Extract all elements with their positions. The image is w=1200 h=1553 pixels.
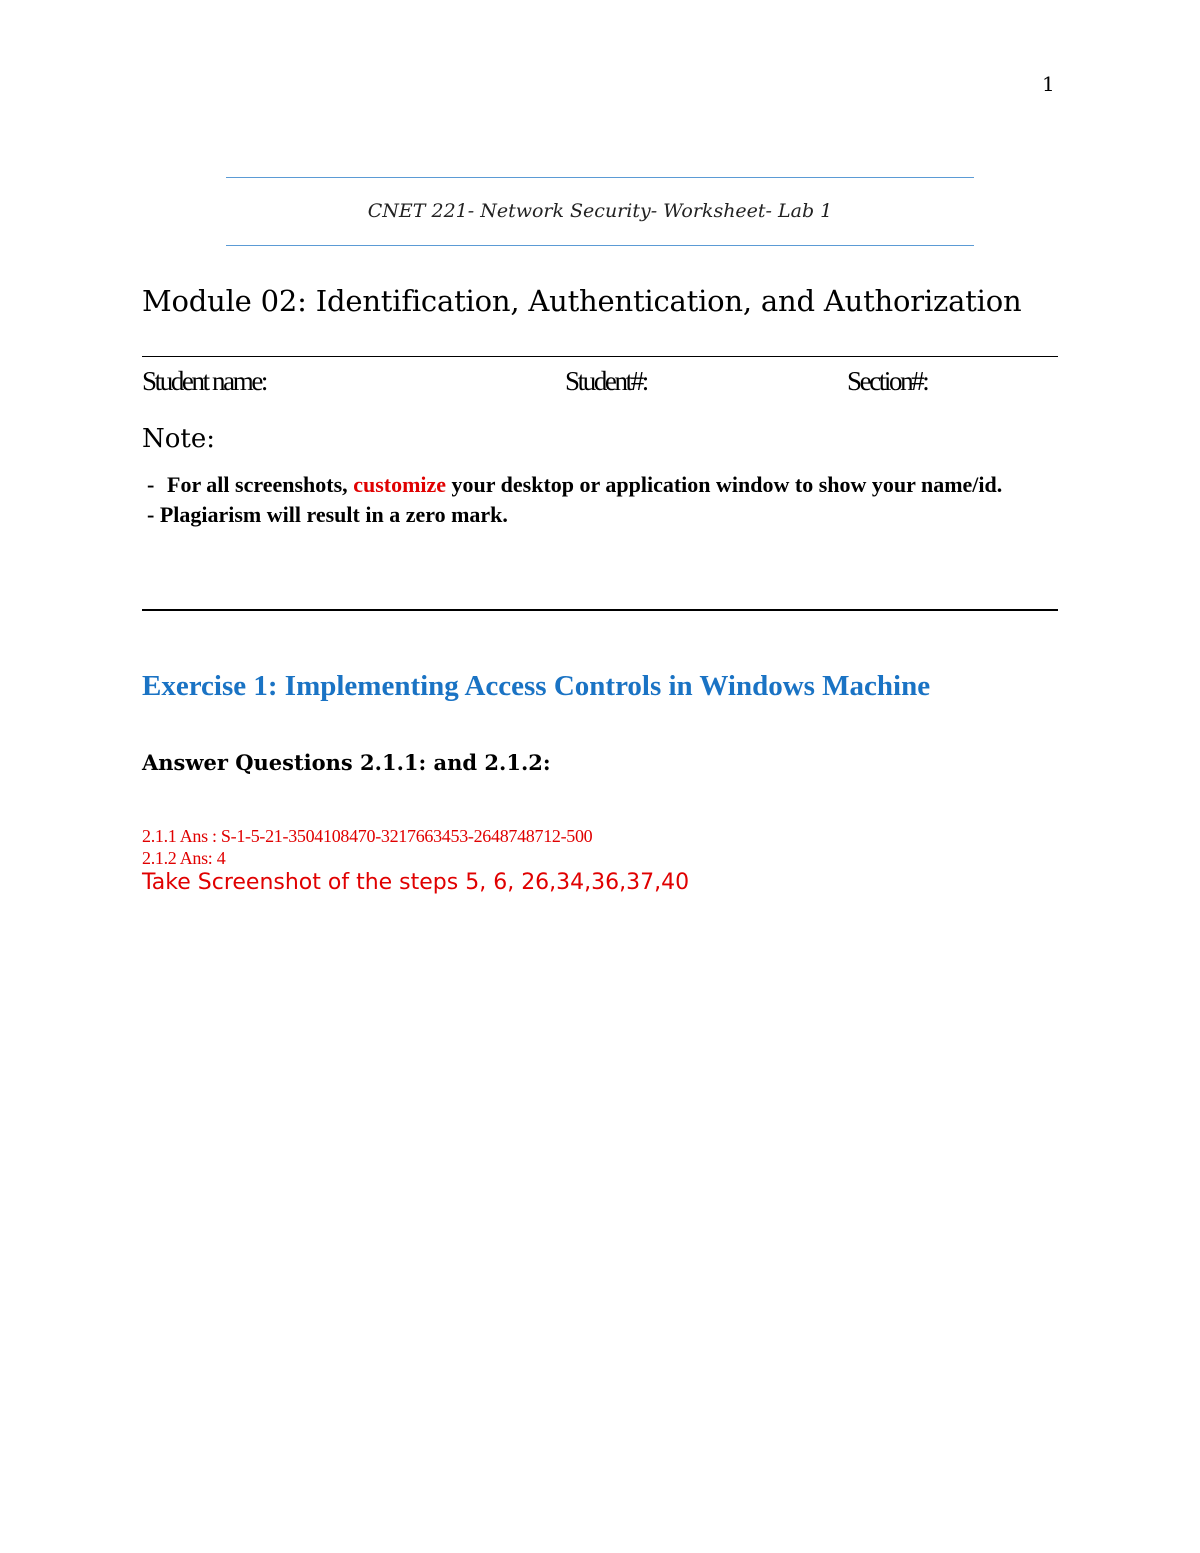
note-item-plagiarism: - Plagiarism will result in a zero mark. (147, 502, 508, 527)
page-number: 1 (1042, 72, 1055, 96)
section-number-label: Section#: (847, 366, 928, 396)
note-dash: - (147, 472, 155, 497)
student-number-label: Student#: (565, 366, 647, 396)
document-title: CNET 221- Network Security- Worksheet- Lab 1 (367, 200, 833, 222)
header-rule-bottom (226, 245, 974, 246)
note-text-before: For all screenshots, (167, 472, 354, 497)
student-name-label: Student name: (142, 366, 267, 396)
header-rule-top (226, 177, 974, 178)
note-heading: Note: (142, 424, 215, 454)
exercise-title: Exercise 1: Implementing Access Controls in Windows Machine (142, 670, 931, 702)
note-item-screenshots (147, 470, 1047, 500)
student-info-rule (142, 356, 1058, 357)
answer-heading: Answer Questions 2.1.1: and 2.1.2: (142, 750, 551, 775)
answer-2-1-1: 2.1.1 Ans : S-1-5-21-3504108470-3217663453-2648748712-500 (142, 826, 593, 846)
note-text-after: your desktop or application window to show your name/id. (446, 472, 1003, 497)
section-divider (142, 609, 1058, 611)
note-highlight-customize: customize (353, 472, 447, 497)
note-list (147, 470, 1047, 530)
screenshot-instruction: Take Screenshot of the steps 5, 6, 26,34,36,37,40 (142, 870, 690, 895)
answer-2-1-2: 2.1.2 Ans: 4 (142, 848, 226, 868)
module-title: Module 02: Identification, Authentication, and Authorization (142, 284, 1022, 318)
